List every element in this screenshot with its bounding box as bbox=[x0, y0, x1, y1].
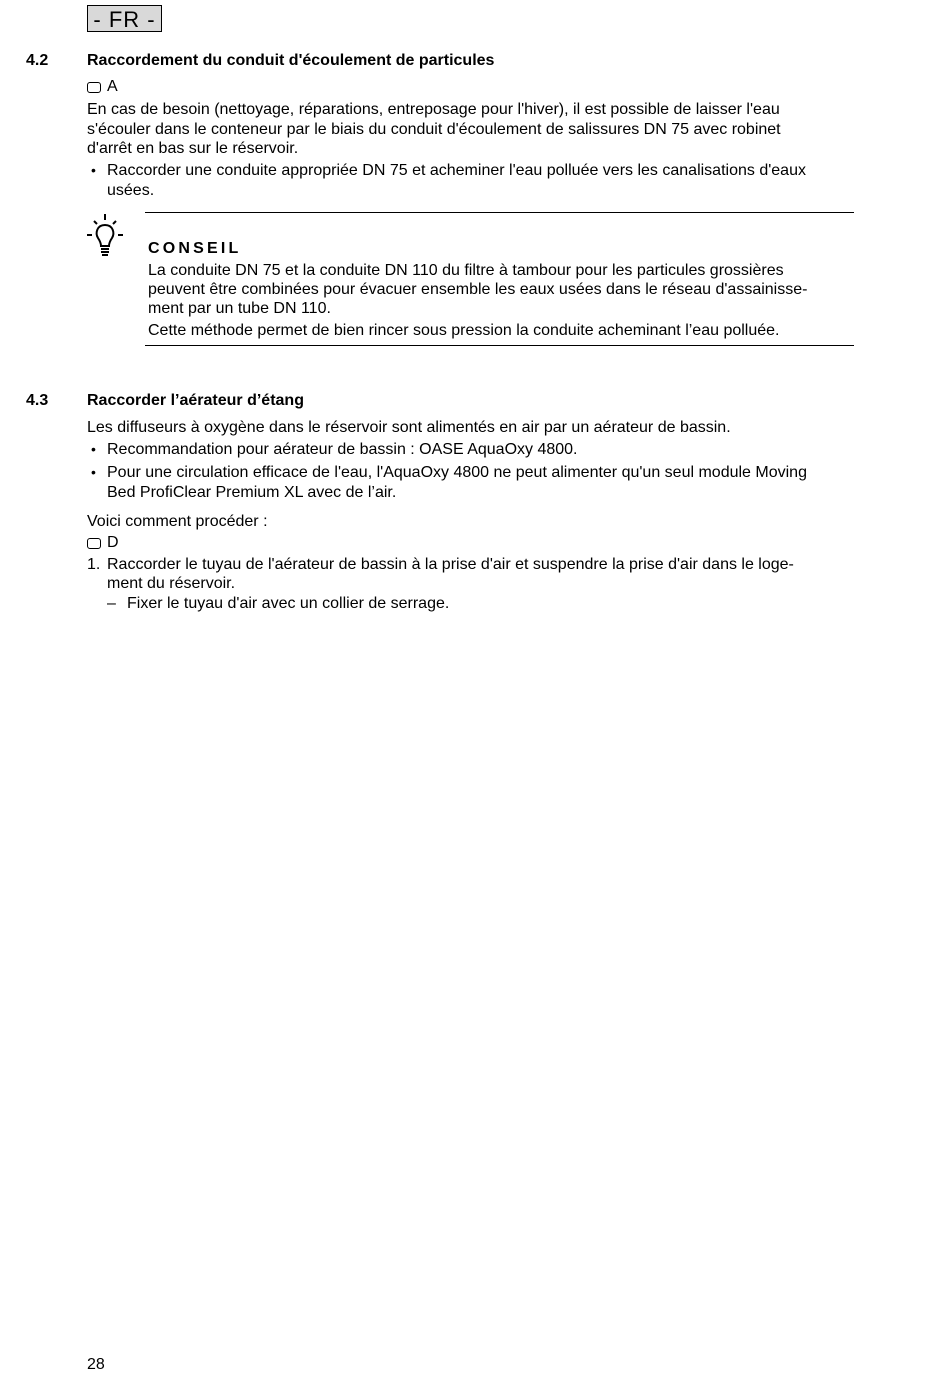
figure-label: A bbox=[107, 78, 118, 95]
section-number: 4.3 bbox=[26, 392, 49, 409]
tip-text-line: peuvent être combinées pour évacuer ensemble les eaux usées dans le réseau d'assainisse- bbox=[148, 281, 808, 298]
tip-top-rule bbox=[145, 212, 854, 213]
bullet-marker: • bbox=[91, 441, 96, 457]
paragraph-line: En cas de besoin (nettoyage, réparations, entreposage pour l'hiver), il est possible de laisser l'eau bbox=[87, 101, 780, 118]
paragraph-line: s'écouler dans le conteneur par le biais du conduit d'écoulement de salissures DN 75 avec robinet bbox=[87, 121, 781, 138]
figure-label: D bbox=[107, 534, 119, 551]
bullet-text-line: Raccorder une conduite appropriée DN 75 et acheminer l'eau polluée vers les canalisations d'eaux bbox=[107, 162, 806, 179]
figure-reference bbox=[87, 534, 119, 552]
bullet-text-line: Recommandation pour aérateur de bassin : OASE AquaOxy 4800. bbox=[107, 441, 578, 458]
bullet-marker: • bbox=[91, 464, 96, 480]
figure-reference bbox=[87, 78, 118, 96]
bullet-text-line: Pour une circulation efficace de l'eau, l'AquaOxy 4800 ne peut alimenter qu'un seul module Moving bbox=[107, 464, 807, 481]
substep-marker: – bbox=[107, 595, 116, 612]
page-number: 28 bbox=[87, 1356, 105, 1373]
tip-heading: CONSEIL bbox=[148, 240, 242, 257]
tip-text-line: La conduite DN 75 et la conduite DN 110 du filtre à tambour pour les particules grossières bbox=[148, 262, 784, 279]
procedure-intro: Voici comment procéder : bbox=[87, 513, 268, 530]
bullet-text-line: Bed ProfiClear Premium XL avec de l’air. bbox=[107, 484, 397, 501]
step-text-line: ment du réservoir. bbox=[107, 575, 236, 592]
bullet-text-line: usées. bbox=[107, 182, 155, 199]
paragraph-line: Les diffuseurs à oxygène dans le réservoir sont alimentés en air par un aérateur de bassin. bbox=[87, 419, 731, 436]
section-title: Raccorder l’aérateur d’étang bbox=[87, 392, 304, 409]
step-text-line: Raccorder le tuyau de l'aérateur de bassin à la prise d'air et suspendre la prise d'air dans le loge- bbox=[107, 556, 794, 573]
section-title: Raccordement du conduit d'écoulement de particules bbox=[87, 52, 495, 69]
tip-text-line: Cette méthode permet de bien rincer sous pression la conduite acheminant l’eau polluée. bbox=[148, 322, 780, 339]
tip-text-line: ment par un tube DN 110. bbox=[148, 300, 331, 317]
bullet-marker: • bbox=[91, 162, 96, 178]
figure-box-icon bbox=[87, 538, 101, 549]
tip-bottom-rule bbox=[145, 345, 854, 346]
lightbulb-icon bbox=[84, 212, 128, 258]
figure-box-icon bbox=[87, 82, 101, 93]
section-number: 4.2 bbox=[26, 52, 49, 69]
language-badge: - FR - bbox=[87, 5, 162, 32]
paragraph-line: d'arrêt en bas sur le réservoir. bbox=[87, 140, 299, 157]
substep-text: Fixer le tuyau d'air avec un collier de serrage. bbox=[127, 595, 450, 612]
step-number: 1. bbox=[87, 556, 101, 573]
